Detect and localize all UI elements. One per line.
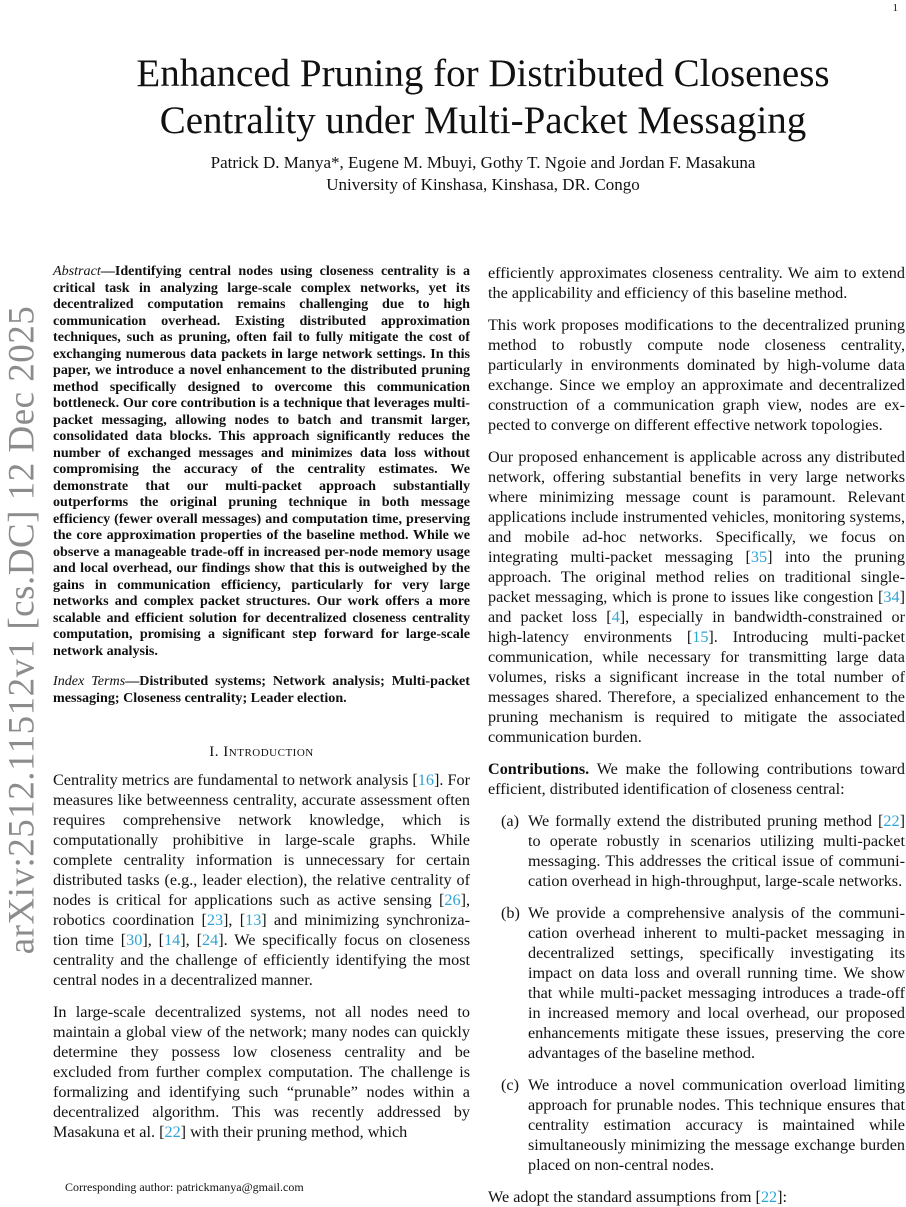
citation-link[interactable]: 30 [126, 931, 143, 949]
assumptions-lead [488, 1187, 905, 1207]
abstract-label: Abstract [53, 263, 101, 279]
page-number: 1 [892, 2, 898, 14]
intro-paragraph-3: efficiently approximates closeness centrality. We aim to extend the applicability and efficiency of this baseline method. [488, 264, 905, 302]
text-span: ] to operate robustly in scenarios utilizing multi-packet messaging. This addresses the critical issue of communication overhead in high-throughput, large-scale networks. [528, 812, 905, 890]
text-span: Centrality metrics are fundamental to network analysis [ [53, 771, 418, 789]
section-heading-introduction [53, 742, 470, 762]
index-terms-text: —Distributed systems; Network analysis; Multi-packet messaging; Closeness centrality; Leader election. [53, 673, 470, 706]
intro-paragraph-1 [53, 770, 470, 990]
list-marker: (a) [501, 812, 519, 830]
title-line-2: Centrality under Multi-Packet Messaging [159, 99, 807, 142]
text-span: ]. For measures like betweenness centrality, accurate assessment often requires comprehensive network knowledge, which is computationally prohibitive in large-scale graphs. While complete centrality information is unnecessary for certain distributed tasks (e.g., leader election), the relative centrality of nodes is critical for applications such as active sensing [ [53, 771, 470, 909]
citation-link[interactable]: 22 [883, 812, 900, 830]
text-span: ]. We specifically focus on closeness centrality and the challenge of efficiently identifying the most central nodes in a decentralized manner. [53, 931, 471, 989]
citation-link[interactable]: 24 [202, 931, 219, 949]
citation-link[interactable]: 23 [206, 911, 224, 929]
section-title: Introduction [223, 744, 314, 760]
list-marker: (c) [501, 1076, 519, 1094]
left-column [53, 263, 470, 1154]
text-span: ], [ [142, 931, 165, 949]
citation-link[interactable]: 26 [444, 891, 461, 909]
citation-link[interactable]: 4 [611, 608, 620, 626]
contribution-item-b [488, 903, 905, 1063]
text-span: ] and packet loss [ [488, 588, 905, 626]
text-span: In large-scale decentralized systems, not all nodes need to maintain a global view of the network; many nodes can quickly determine they possess low closeness centrality and be excluded from further complex computation. The challenge is formalizing and identifying such “prunable” nodes within a decentralized algorithm. This was recently addressed by Masakuna et al. [ [53, 1003, 470, 1141]
text-span: ] with their pruning method, which [180, 1123, 408, 1141]
text-span: We provide a comprehensive analysis of the communication overhead inherent to multi-packet messaging in decentralized settings, specifically investigating its impact on data loss and overall running time. We show that while multi-packet messaging introduces a trade-off in increased memory and local overhead, our proposed enhancements mitigate these issues, preserving the core advantages of the baseline method. [528, 904, 905, 1062]
text-span: ] and minimizing synchronization time [ [53, 911, 471, 949]
section-number: I. [209, 744, 220, 760]
index-terms-label: Index Terms [53, 673, 126, 689]
citation-link[interactable]: 22 [164, 1123, 181, 1141]
paper-title [60, 50, 906, 144]
abstract-text: —Identifying central nodes using closeness centrality is a critical task in analyzing large-scale complex networks, yet its decentralized computation remains challenging due to high communication overhead. Existing distributed approximation techniques, such as pruning, often fail to fully mitigate the cost of exchanging numerous data packets in large network settings. In this paper, we introduce a novel enhancement to the distributed pruning method specifically designed to overcome this communication bottleneck. Our core contribution is a technique that leverages multi-packet messaging, allowing nodes to batch and transmit larger, consolidated data blocks. This approach significantly reduces the number of exchanged messages and minimizes data loss without compromising the accuracy of the centrality estimates. We demonstrate that our multi-packet approach substantially outperforms the original pruning technique in both message efficiency (fewer overall messages) and computation time, preserving the core approximation properties of the baseline method. While we observe a manageable trade-off in increased per-node memory usage and local overhead, our findings show that this is outweighed by the gains in communication efficiency, particularly for very large networks and complex packet structures. Our work offers a more scalable and efficient solution for decentralized closeness centrality computation, promising a significant step forward for large-scale network analysis. [53, 263, 470, 659]
right-column [488, 263, 905, 1207]
text-span: ], robotics coordination [ [53, 891, 470, 929]
text-span: We make the following contributions toward efficient, distributed identification of closeness central: [488, 760, 905, 798]
text-span: We adopt the standard assumptions from [ [488, 1188, 761, 1206]
text-span: Our proposed enhancement is applicable across any distributed network, offering substantial benefits in very large networks where minimizing message count is paramount. Relevant applications include instrumented vehicles, monitoring systems, and mobile ad-hoc networks. Specifically, we focus on integrating multi-packet messaging [ [488, 448, 905, 566]
contribution-item-a [488, 811, 905, 891]
text-span: We formally extend the distributed pruning method [ [528, 812, 884, 830]
intro-paragraph-4: This work proposes modifications to the decentralized pruning method to robustly compute node closeness centrality, particularly in environments dominated by high-volume data exchange. Since we employ an approximate and decentralized construction of a communication graph view, nodes are expected to converge on different effective network topologies. [488, 316, 905, 434]
text-span: ], [ [180, 931, 202, 949]
abstract [53, 263, 470, 659]
text-span: ], [ [223, 911, 246, 929]
citation-link[interactable]: 16 [417, 771, 434, 789]
citation-link[interactable]: 15 [692, 628, 709, 646]
citation-link[interactable]: 35 [750, 548, 768, 566]
citation-link[interactable]: 34 [883, 588, 900, 606]
text-span: We introduce a novel communication overload limiting approach for prunable nodes. This technique ensures that centrality estimation accuracy is maintained while simultaneously minimizing the message exchange burden placed on non-central nodes. [528, 1076, 905, 1174]
list-marker: (b) [501, 904, 520, 922]
contributions-list [488, 811, 905, 1175]
text-span: ]. Introducing multi-packet communication, while necessary for transmitting large data volumes, risks a significant increase in the total number of messages shared. Therefore, a specialized enhancement to the pruning mechanism is required to mitigate the associated communication burden. [488, 628, 905, 746]
intro-paragraph-2 [53, 1002, 470, 1142]
corresponding-author-footnote: Corresponding author: patrickmanya@gmail.com [65, 1180, 304, 1194]
author-block [60, 152, 906, 196]
index-terms [53, 673, 470, 706]
contribution-item-c [488, 1075, 905, 1175]
intro-paragraph-5 [488, 447, 905, 747]
text-span: ] into the pruning approach. The original method relies on traditional single-packet messaging, which is prone to issues like congestion [ [488, 548, 905, 606]
citation-link[interactable]: 13 [245, 911, 262, 929]
text-span: ]: [777, 1188, 788, 1206]
text-span: ], especially in bandwidth-constrained or high-latency environments [ [488, 608, 905, 646]
contributions-intro [488, 759, 905, 799]
citation-link[interactable]: 22 [760, 1188, 778, 1206]
author-list: Patrick D. Manya*, Eugene M. Mbuyi, Gothy T. Ngoie and Jordan F. Masakuna [210, 153, 756, 172]
arxiv-stamp-text: arXiv:2512.11512v1 [cs.DC] 12 Dec 2025 [1, 305, 43, 955]
affiliation: University of Kinshasa, Kinshasa, DR. Congo [326, 175, 640, 194]
title-line-1: Enhanced Pruning for Distributed Closeness [136, 52, 830, 95]
contributions-label: Contributions. [488, 760, 590, 778]
citation-link[interactable]: 14 [164, 931, 181, 949]
arxiv-stamp [1, 305, 43, 955]
